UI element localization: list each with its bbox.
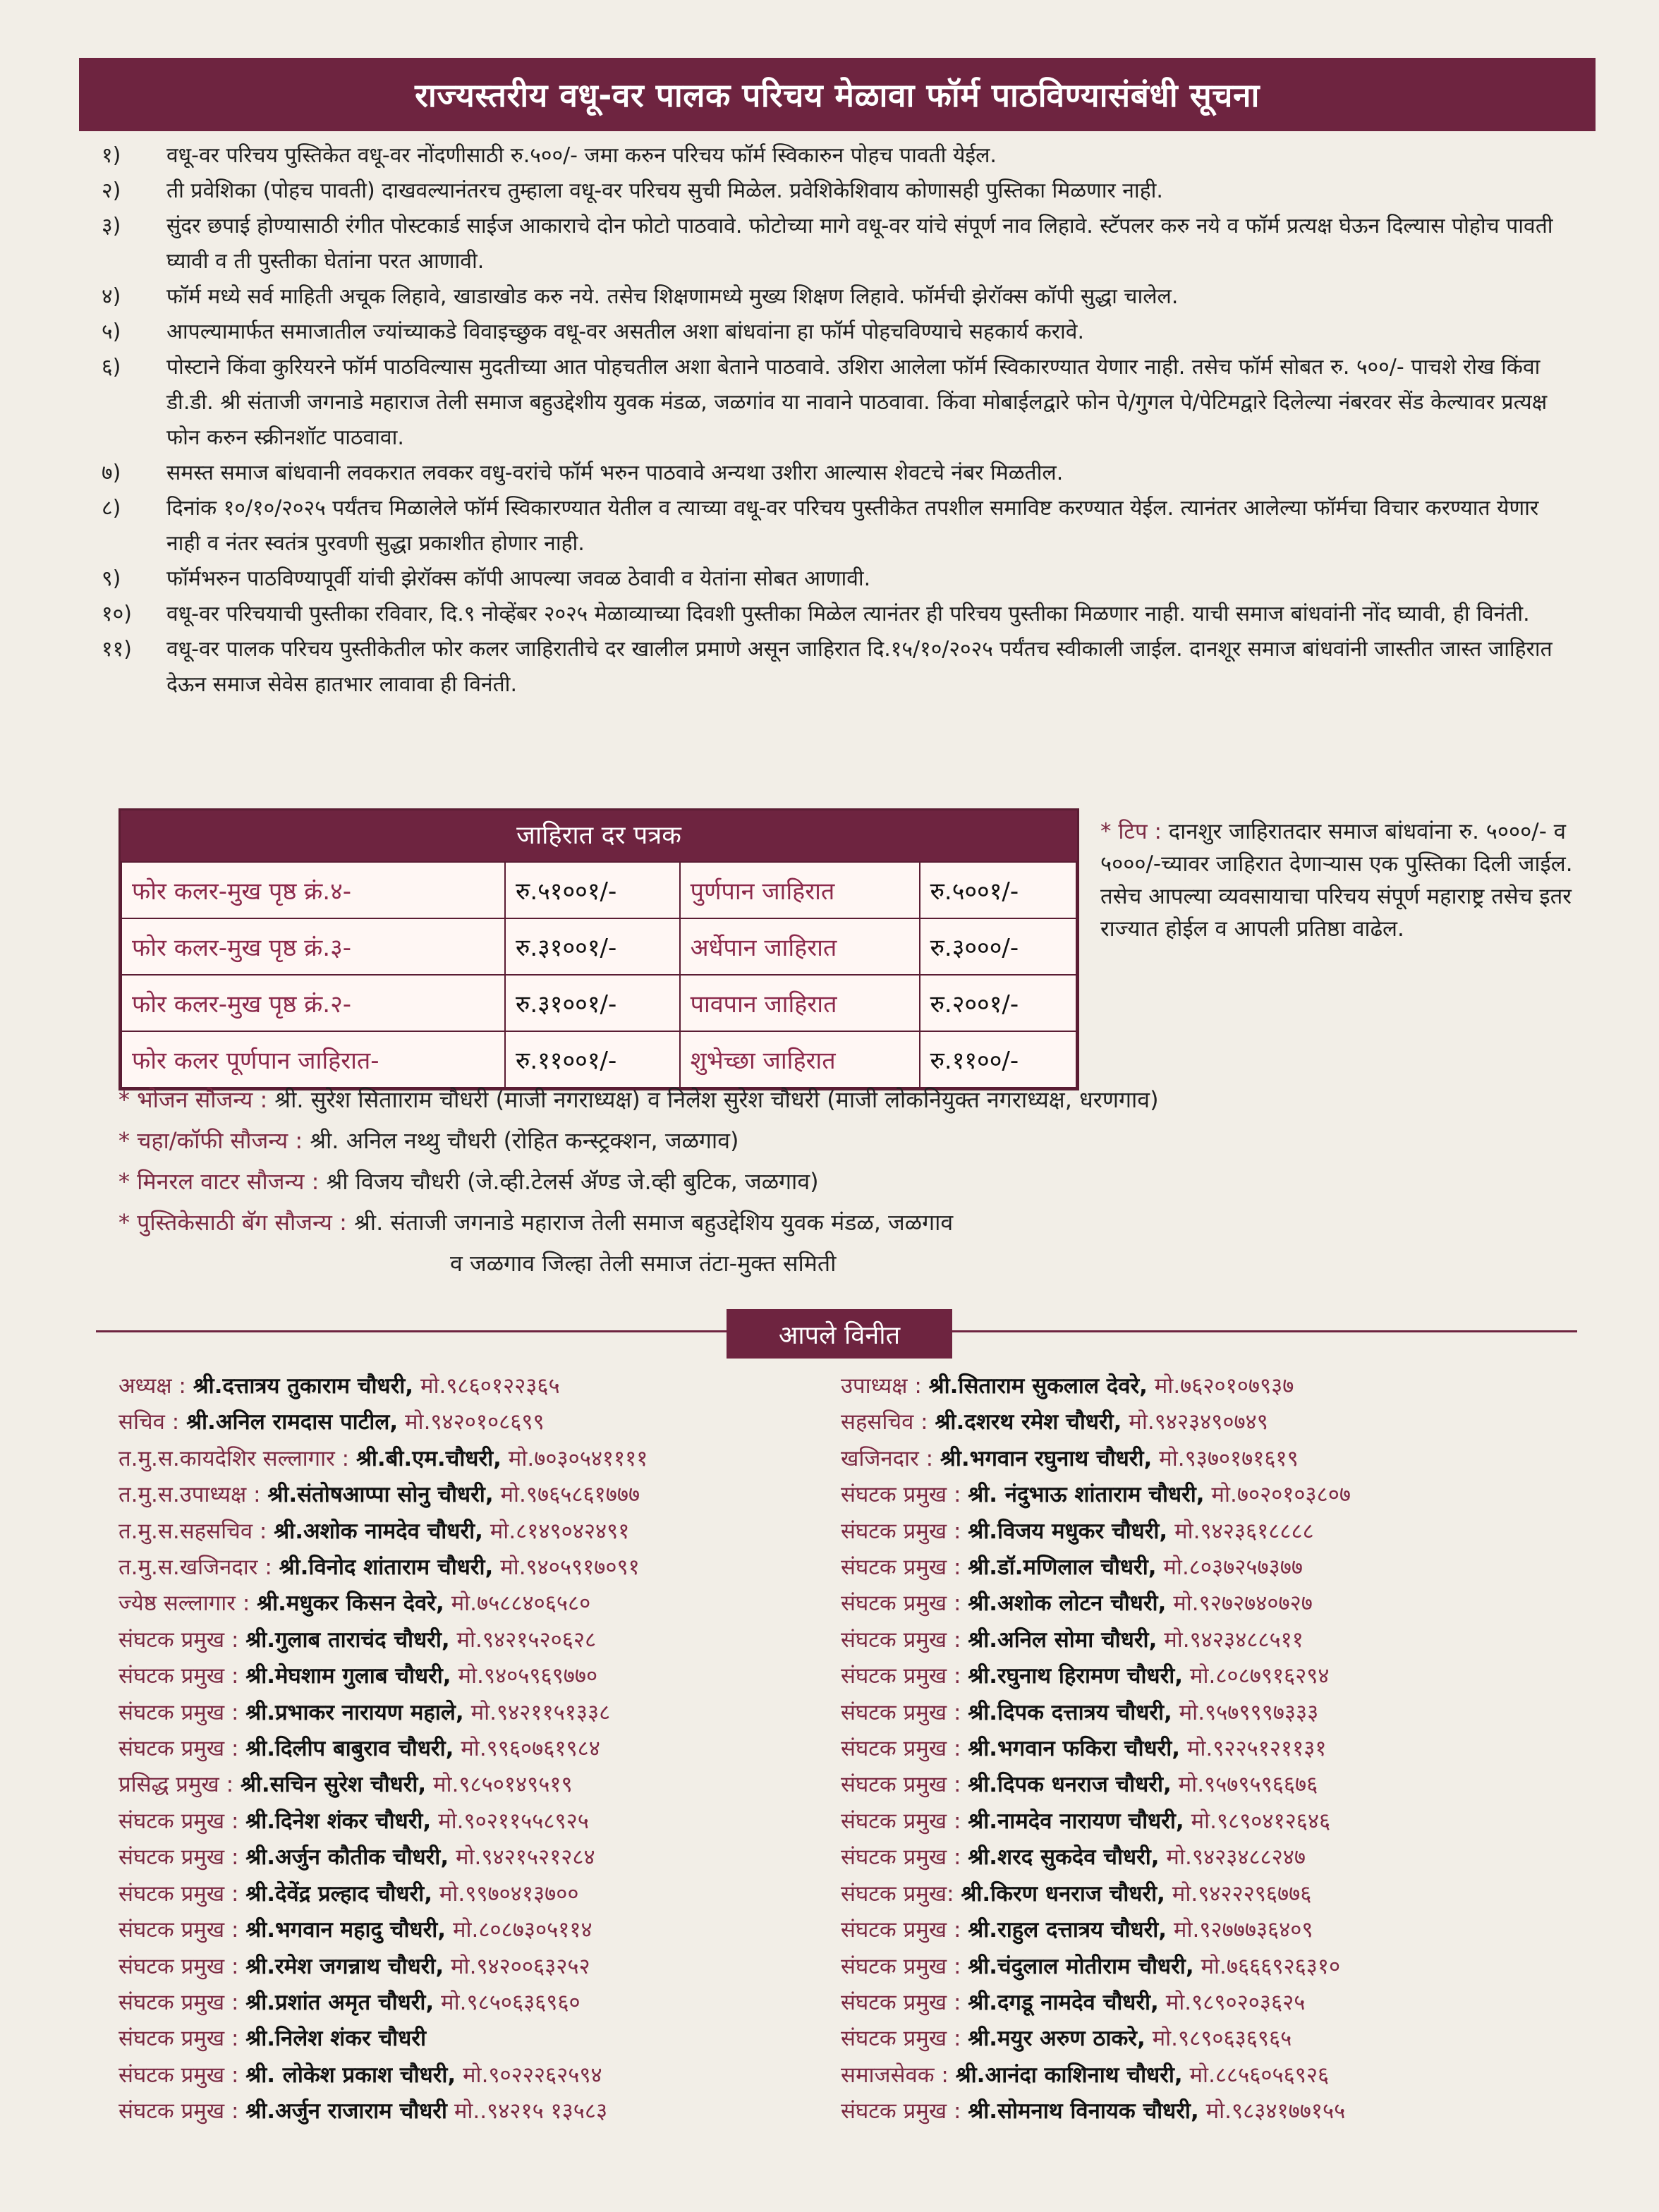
member-phone: मो.९४२१५२०६२८ [456, 1627, 597, 1653]
member-role: संघटक प्रमुख : [119, 1663, 239, 1689]
note-item [97, 456, 1564, 491]
note-text: समस्त समाज बांधवानी लवकरात लवकर वधु-वरांचे फॉर्म भरुन पाठवावे अन्यथा उशीरा आल्यास शेवटचे नंबर मिळतील. [166, 461, 1064, 485]
member-role: संघटक प्रमुख : [841, 1591, 961, 1617]
member-row [841, 1731, 1617, 1767]
member-row [841, 1622, 1617, 1658]
member-name: श्री.मधुकर किसन देवरे, [257, 1591, 444, 1617]
rate-label: फोर कलर पूर्णपान जाहिरात- [121, 1031, 505, 1088]
member-phone: मो.९५७९९९७३३३ [1179, 1699, 1319, 1725]
member-role: सहसचिव : [841, 1409, 928, 1435]
note-item [97, 561, 1564, 597]
rate-label: फोर कलर-मुख पृष्ठ क्रं.३- [121, 918, 505, 975]
member-role: त.मु.स.कायदेशिर सल्लागार : [119, 1445, 350, 1471]
member-phone: मो.९४२३६१८८८८ [1174, 1518, 1314, 1544]
member-name: श्री.अशोक नामदेव चौधरी, [274, 1518, 483, 1544]
member-phone: मो.९०२११५५८९२५ [438, 1808, 589, 1834]
member-role: संघटक प्रमुख : [841, 1663, 961, 1689]
member-row [841, 1404, 1617, 1440]
note-text: सुंदर छपाई होण्यासाठी रंगीत पोस्टकार्ड साईज आकाराचे दोन फोटो पाठवावे. फोटोच्या मागे वधू-वर यांचे संपूर्ण नाव लिहावे. स्टॅपलर करु नये व फॉर्म प्रत्यक्ष घेऊन दिल्यास पोहोच पावती घ्यावी व ती पुस्तीका घेतांना परत आणावी. [166, 214, 1553, 274]
sponsors-list [119, 1079, 1614, 1284]
note-number: १०) [102, 602, 132, 626]
rate-label: पुर्णपान जाहिरात [680, 862, 920, 918]
note-item [97, 350, 1564, 456]
member-phone: मो.८१४९०४२४९१ [490, 1518, 630, 1544]
member-phone: मो.९९६०७६१९८४ [461, 1736, 600, 1762]
member-name: श्री.अनिल रामदास पाटील, [186, 1409, 399, 1435]
member-role: संघटक प्रमुख : [841, 1772, 961, 1798]
rate-label: शुभेच्छा जाहिरात [680, 1031, 920, 1088]
member-name: श्री.दिपक दत्तात्रय चौधरी, [968, 1699, 1172, 1725]
member-name: श्री.निलेश शंकर चौधरी [245, 2026, 426, 2052]
member-name: श्री.रघुनाथ हिरामण चौधरी, [968, 1663, 1184, 1689]
member-phone: मो.८८५६०५६९२६ [1189, 2062, 1330, 2088]
member-row [841, 1912, 1617, 1948]
note-number: ४) [102, 284, 121, 309]
member-phone: मो.९४२३४८८२४७ [1166, 1845, 1306, 1871]
note-number: ३) [102, 214, 121, 238]
member-role: प्रसिद्ध प्रमुख : [119, 1772, 234, 1798]
member-row [119, 1477, 859, 1513]
rate-grid [121, 861, 1077, 1088]
member-role: संघटक प्रमुख : [841, 2026, 961, 2052]
member-phone: मो.७६६६९२६३१० [1201, 1953, 1341, 1979]
member-role: संघटक प्रमुख : [119, 1953, 239, 1979]
member-row [841, 1840, 1617, 1876]
note-text: वधू-वर पालक परिचय पुस्तीकेतील फोर कलर जाहिरातीचे दर खालील प्रमाणे असून जाहिरात दि.१५/१०/२०२५ पर्यंतच स्वीकाली जाईल. दानशूर समाज बांधवांनी जास्तीत जास्त जाहिरात देऊन समाज सेवेस हातभार लावावा ही विनंती. [166, 637, 1552, 697]
sponsor-item [119, 1161, 1614, 1202]
member-role: संघटक प्रमुख : [841, 1699, 961, 1725]
rate-table-title: जाहिरात दर पत्रक [121, 810, 1077, 861]
member-phone: मो.९८५०१४९५१९ [433, 1772, 573, 1798]
member-name: श्री.गुलाब ताराचंद चौधरी, [245, 1627, 450, 1653]
member-phone: मो..९४२१५ १३५८३ [454, 2098, 608, 2125]
member-row [841, 1658, 1617, 1694]
member-row [841, 1876, 1617, 1912]
rate-row [121, 862, 1076, 918]
member-role: संघटक प्रमुख : [841, 1627, 961, 1653]
note-item [97, 632, 1564, 703]
member-row [119, 1514, 859, 1550]
member-row [119, 2094, 859, 2129]
rate-label: पावपान जाहिरात [680, 975, 920, 1031]
member-role: संघटक प्रमुख : [119, 2026, 239, 2052]
member-name: श्री.आनंदा काशिनाथ चौधरी, [955, 2062, 1183, 2088]
member-row [841, 1804, 1617, 1840]
member-role: संघटक प्रमुख : [841, 1845, 961, 1871]
member-phone: मो.९८५०६३६९६० [441, 1989, 581, 2015]
rate-value: रु.३१००१/- [505, 975, 680, 1031]
note-number: ५) [102, 320, 121, 344]
member-row [119, 1622, 859, 1658]
member-name: श्री.नामदेव नारायण चौधरी, [968, 1808, 1184, 1834]
member-row [841, 1695, 1617, 1731]
member-role: ज्येष्ठ सल्लागार : [119, 1591, 250, 1617]
member-name: श्री.देवेंद्र प्रल्हाद चौधरी, [245, 1880, 432, 1907]
rate-row [121, 918, 1076, 975]
member-name: श्री.दगडू नामदेव चौधरी, [968, 1989, 1159, 2015]
member-name: श्री.राहुल दत्तात्रय चौधरी, [968, 1917, 1167, 1943]
member-row [841, 1767, 1617, 1803]
member-name: श्री.अशोक लोटन चौधरी, [968, 1591, 1167, 1617]
note-number: २) [102, 178, 121, 203]
member-name: श्री.प्रभाकर नारायण महाले, [245, 1699, 464, 1725]
member-name: श्री.दशरथ रमेश चौधरी, [935, 1409, 1122, 1435]
member-row [119, 2058, 859, 2094]
rate-value: रु.५००१/- [920, 862, 1076, 918]
member-phone: मो.९८९०४१२६४६ [1191, 1808, 1331, 1834]
member-name: श्री.मयुर अरुण ठाकरे, [968, 2026, 1146, 2052]
member-phone: मो.७६२०१०७९३७ [1154, 1373, 1294, 1399]
member-name: श्री.शरद सुकदेव चौधरी, [968, 1845, 1160, 1871]
member-role: संघटक प्रमुख : [841, 1808, 961, 1834]
member-phone: मो.९५७९५९६६७६ [1178, 1772, 1318, 1798]
member-name: श्री.सचिन सुरेश चौधरी, [240, 1772, 427, 1798]
member-role: संघटक प्रमुख : [119, 1627, 239, 1653]
member-phone: मो.९८९०६३६९६५ [1152, 2026, 1292, 2052]
member-row [841, 1514, 1617, 1550]
member-phone: मो.९७६५८६१७७७ [500, 1482, 640, 1508]
member-role: संघटक प्रमुख : [841, 1555, 961, 1581]
member-role: संघटक प्रमुख : [119, 1845, 239, 1871]
note-number: ७) [102, 461, 121, 485]
note-text: ती प्रवेशिका (पोहच पावती) दाखवल्यानंतरच तुम्हाला वधू-वर परिचय सुची मिळेल. प्रवेशिकेशिवाय कोणासही पुस्तिका मिळणार नाही. [166, 178, 1163, 203]
sponsor-item [119, 1120, 1614, 1161]
member-name: श्री.दिलीप बाबुराव चौधरी, [245, 1736, 454, 1762]
member-role: संघटक प्रमुख : [119, 1808, 239, 1834]
member-phone: मो.९९७०४१३७०० [439, 1880, 579, 1907]
instructions-list [97, 138, 1564, 703]
member-role: संघटक प्रमुख : [119, 1880, 239, 1907]
member-role: संघटक प्रमुख : [119, 1699, 239, 1725]
member-row [841, 1550, 1617, 1586]
member-phone: मो.९२७७७३६४०९ [1173, 1917, 1313, 1943]
member-role: त.मु.स.खजिनदार : [119, 1555, 272, 1581]
sponsor-key: * चहा/कॉफी सौजन्य : [119, 1127, 303, 1154]
member-name: श्री.अर्जुन राजाराम चौधरी [245, 2098, 447, 2125]
member-phone: मो.९२७२७४०७२७ [1173, 1591, 1313, 1617]
member-phone: मो.९४२३४९०७४९ [1129, 1409, 1268, 1435]
member-row [841, 1441, 1617, 1477]
member-row [841, 2094, 1617, 2129]
signatories-heading: आपले विनीत [727, 1309, 952, 1359]
member-row [119, 1876, 859, 1912]
sponsor-key: * पुस्तिकेसाठी बॅग सौजन्य : [119, 1209, 347, 1236]
member-role: संघटक प्रमुख : [841, 1736, 961, 1762]
member-row [119, 1658, 859, 1694]
rate-value: रु.११००/- [920, 1031, 1076, 1088]
member-role: संघटक प्रमुख : [119, 1989, 239, 2015]
note-item [97, 279, 1564, 315]
sponsor-continuation: व जळगाव जिल्हा तेली समाज तंटा-मुक्त समिती [450, 1250, 837, 1277]
members-right-column [841, 1368, 1617, 2130]
member-role: संघटक प्रमुख : [841, 1518, 961, 1544]
member-name: श्री.मेघशाम गुलाब चौधरी, [245, 1663, 451, 1689]
member-name: श्री.विनोद शांताराम चौधरी, [279, 1555, 494, 1581]
rate-value: रु.३१००१/- [505, 918, 680, 975]
rate-value: रु.११००१/- [505, 1031, 680, 1088]
member-row [119, 1404, 859, 1440]
note-number: १) [102, 143, 121, 168]
member-name: श्री.दिपक धनराज चौधरी, [968, 1772, 1172, 1798]
rate-label: अर्धेपान जाहिरात [680, 918, 920, 975]
member-row [119, 1804, 859, 1840]
member-row [841, 1949, 1617, 1985]
rate-label: फोर कलर-मुख पृष्ठ क्रं.२- [121, 975, 505, 1031]
member-phone: मो.९४०५९१७०९१ [500, 1555, 640, 1581]
member-role: संघटक प्रमुख : [119, 1917, 239, 1943]
note-text: वधू-वर परिचयाची पुस्तीका रविवार, दि.९ नोव्हेंबर २०२५ मेळाव्याच्या दिवशी पुस्तीका मिळेल त्यानंतर ही परिचय पुस्तीका मिळणार नाही. याची समाज बांधवांनी नोंद घ्यावी, ही विनंती. [166, 602, 1530, 626]
note-number: ९) [102, 566, 121, 591]
advertisement-rate-table [119, 808, 1079, 1090]
member-name: श्री.अनिल सोमा चौधरी, [968, 1627, 1157, 1653]
member-row [119, 1949, 859, 1985]
member-phone: मो.९४०५९६९७७० [458, 1663, 598, 1689]
member-row [119, 1767, 859, 1803]
note-item [97, 597, 1564, 632]
member-row [841, 1368, 1617, 1404]
member-role: अध्यक्ष : [119, 1373, 186, 1399]
member-row [841, 2021, 1617, 2057]
member-name: श्री.बी.एम.चौधरी, [356, 1445, 502, 1471]
member-row [119, 1586, 859, 1622]
note-text: पोस्टाने किंवा कुरियरने फॉर्म पाठविल्यास मुदतीच्या आत पोहचतील अशा बेताने पाठवावे. उशिरा आलेला फॉर्म स्विकारण्यात येणार नाही. तसेच फॉर्म सोबत रु. ५००/- पाचशे रोख किंवा डी.डी. श्री संताजी जगनाडे महाराज तेली समाज बहुउद्देशीय युवक मंडळ, जळगांव या नावाने पाठवावा. किंवा मोबाईलद्वारे फोन पे/गुगल पे/पेटिमद्वारे दिलेल्या नंबरवर सेंड केल्यावर प्रत्यक्ष फोन करुन स्क्रीनशॉट पाठवावा. [166, 355, 1548, 450]
member-phone: मो.९८६०१२२३६५ [420, 1373, 560, 1399]
member-row [119, 1985, 859, 2021]
sponsor-value: श्री. सुरेश सितााराम चौधरी (माजी नगराध्यक्ष) व निलेश सुरेश चौधरी (माजी लोकनियुक्त नगराध्यक्ष, धरणगाव) [274, 1086, 1159, 1113]
member-role: संघटक प्रमुख : [119, 2098, 239, 2125]
member-row [841, 2058, 1617, 2094]
note-text: दिनांक १०/१०/२०२५ पर्यंतच मिळालेले फॉर्म स्विकारण्यात येतील व त्याच्या वधू-वर परिचय पुस्तीकेत तपशील समाविष्ट करण्यात येईल. त्यानंतर आलेल्या फॉर्मचा विचार करण्यात येणार नाही व नंतर स्वतंत्र पुरवणी सुद्धा प्रकाशीत होणार नाही. [166, 496, 1539, 556]
member-phone: मो.७५८८४०६५८० [451, 1591, 591, 1617]
note-text: फॉर्म मध्ये सर्व माहिती अचूक लिहावे, खाडाखोड करु नये. तसेच शिक्षणामध्ये मुख्य शिक्षण लिहावे. फॉर्मची झेरॉक्स कॉपी सुद्धा चालेल. [166, 284, 1179, 309]
member-role: संघटक प्रमुख : [841, 1482, 961, 1508]
member-phone: मो.९४२००६३२५२ [451, 1953, 590, 1979]
note-text: वधू-वर परिचय पुस्तिकेत वधू-वर नोंदणीसाठी रु.५००/- जमा करुन परिचय फॉर्म स्विकारुन पोहच पावती येईल. [166, 143, 997, 168]
member-role: सचिव : [119, 1409, 180, 1435]
member-role: समाजसेवक : [841, 2062, 949, 2088]
member-row [841, 1586, 1617, 1622]
member-name: श्री.किरण धनराज चौधरी, [961, 1880, 1165, 1907]
note-number: ६) [102, 355, 121, 379]
member-role: संघटक प्रमुख : [841, 1989, 961, 2015]
member-row [119, 1912, 859, 1948]
rate-label: फोर कलर-मुख पृष्ठ क्रं.४- [121, 862, 505, 918]
rate-value: रु.३०००/- [920, 918, 1076, 975]
member-phone: मो.९४२०१०८६९९ [405, 1409, 545, 1435]
note-item [97, 209, 1564, 279]
member-row [119, 1550, 859, 1586]
page-title: राज्यस्तरीय वधू-वर पालक परिचय मेळावा फॉर्म पाठविण्यासंबंधी सूचना [79, 58, 1596, 131]
note-item [97, 491, 1564, 561]
member-row [841, 1477, 1617, 1513]
member-role: त.मु.स.सहसचिव : [119, 1518, 267, 1544]
sponsor-value: श्री विजय चौधरी (जे.व्ही.टेलर्स ॲण्ड जे.व्ही बुटिक, जळगाव) [326, 1168, 819, 1195]
member-phone: मो.८०८७३०५११४ [452, 1917, 592, 1943]
member-name: श्री. नंदुभाऊ शांताराम चौधरी, [968, 1482, 1205, 1508]
member-name: श्री.प्रशांत अमृत चौधरी, [245, 1989, 435, 2015]
member-phone: मो.९८९०२०३६२५ [1165, 1989, 1306, 2015]
note-number: ८) [102, 496, 121, 521]
member-row [841, 1985, 1617, 2021]
member-name: श्री.भगवान रघुनाथ चौधरी, [940, 1445, 1153, 1471]
member-name: श्री.डॉ.मणिलाल चौधरी, [968, 1555, 1157, 1581]
member-name: श्री.विजय मधुकर चौधरी, [968, 1518, 1168, 1544]
member-row [119, 1441, 859, 1477]
member-name: श्री.संतोषआप्पा सोनु चौधरी, [267, 1482, 494, 1508]
note-text: फॉर्मभरुन पाठविण्यापूर्वी यांची झेरॉक्स कॉपी आपल्या जवळ ठेवावी व येतांना सोबत आणावी. [166, 566, 871, 591]
member-name: श्री.अर्जुन कौतीक चौधरी, [245, 1845, 449, 1871]
sponsor-item [119, 1079, 1614, 1120]
member-phone: मो.९२२५१२११३१ [1186, 1736, 1327, 1762]
members-left-column [119, 1368, 859, 2130]
member-row [119, 2021, 859, 2057]
note-item [97, 174, 1564, 209]
tip-label: * टिप : [1100, 819, 1162, 844]
member-row [119, 1840, 859, 1876]
member-row [119, 1695, 859, 1731]
member-name: श्री.दत्तात्रय तुकाराम चौधरी, [193, 1373, 414, 1399]
member-row [119, 1368, 859, 1404]
member-role: संघटक प्रमुख: [841, 1880, 954, 1907]
member-role: उपाध्यक्ष : [841, 1373, 922, 1399]
member-role: संघटक प्रमुख : [119, 1736, 239, 1762]
sponsor-value: श्री. संताजी जगनाडे महाराज तेली समाज बहुउद्देशिय युवक मंडळ, जळगाव [354, 1209, 954, 1236]
member-name: श्री.दिनेश शंकर चौधरी, [245, 1808, 432, 1834]
member-phone: मो.९४२२२९६७७६ [1172, 1880, 1312, 1907]
note-item [97, 315, 1564, 350]
sponsor-value: श्री. अनिल नथ्थु चौधरी (रोहित कन्स्ट्रक्शन, जळगाव) [310, 1127, 739, 1154]
tip-note [1100, 815, 1587, 945]
note-item [97, 138, 1564, 174]
member-name: श्री. लोकेश प्रकाश चौधरी, [245, 2062, 456, 2088]
member-role: त.मु.स.उपाध्यक्ष : [119, 1482, 261, 1508]
sponsor-item [119, 1202, 1614, 1243]
member-role: संघटक प्रमुख : [841, 2098, 961, 2125]
rate-value: रु.५१००१/- [505, 862, 680, 918]
member-name: श्री.सोमनाथ विनायक चौधरी, [968, 2098, 1199, 2125]
rate-row [121, 975, 1076, 1031]
tip-text: दानशुर जाहिरातदार समाज बांधवांना रु. ५०००/- व ५०००/-च्यावर जाहिरात देणाऱ्यास एक पुस्तिका दिली जाईल. तसेच आपल्या व्यवसायाचा परिचय संपूर्ण महाराष्ट्र तसेच इतर राज्यात होईल व आपली प्रतिष्ठा वाढेल. [1100, 819, 1573, 942]
member-role: खजिनदार : [841, 1445, 934, 1471]
sponsor-key: * मिनरल वाटर सौजन्य : [119, 1168, 320, 1195]
member-phone: मो.८०८७९१६२९४ [1189, 1663, 1330, 1689]
member-phone: मो.९४२३४८८५११ [1164, 1627, 1304, 1653]
rate-value: रु.२००१/- [920, 975, 1076, 1031]
member-phone: मो.९४२११५१३३८ [470, 1699, 611, 1725]
member-name: श्री.सिताराम सुकलाल देवरे, [928, 1373, 1148, 1399]
member-phone: मो.९४२१५२१२८४ [455, 1845, 595, 1871]
member-role: संघटक प्रमुख : [119, 2062, 239, 2088]
member-name: श्री.भगवान फकिरा चौधरी, [968, 1736, 1181, 1762]
member-phone: मो.९८३४१७७१५५ [1205, 2098, 1346, 2125]
member-role: संघटक प्रमुख : [841, 1953, 961, 1979]
member-phone: मो.९३७०१७१६१९ [1159, 1445, 1299, 1471]
sponsor-key: * भोजन सौजन्य : [119, 1086, 268, 1113]
member-name: श्री.चंदुलाल मोतीराम चौधरी, [968, 1953, 1194, 1979]
member-phone: मो.७०३०५४११११ [508, 1445, 648, 1471]
member-row [119, 1731, 859, 1767]
member-role: संघटक प्रमुख : [841, 1917, 961, 1943]
note-number: ११) [102, 637, 132, 662]
member-name: श्री.भगवान महादु चौधरी, [245, 1917, 446, 1943]
note-text: आपल्यामार्फत समाजातील ज्यांच्याकडे विवाइच्छुक वधू-वर असतील अशा बांधवांना हा फॉर्म पोहचविण्याचे सहकार्य करावे. [166, 320, 1084, 344]
member-phone: मो.७०२०१०३८०७ [1211, 1482, 1351, 1508]
member-phone: मो.८०३७२५७३७७ [1163, 1555, 1303, 1581]
member-name: श्री.रमेश जगन्नाथ चौधरी, [245, 1953, 444, 1979]
member-phone: मो.९०२२२६२५९४ [463, 2062, 602, 2088]
